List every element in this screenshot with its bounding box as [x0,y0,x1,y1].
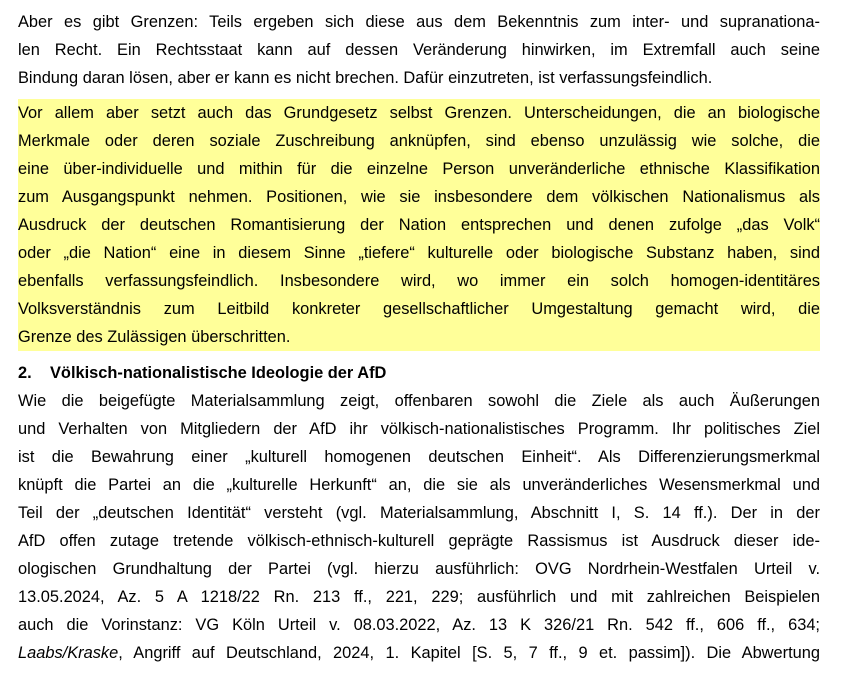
paragraph-1 [18,8,820,92]
section-gap [18,351,820,359]
text-line: Ausdruck der deutschen Romantisierung der Nation entsprechen und denen zufolge „das Volk“ [18,216,820,234]
text-line: Bindung daran lösen, aber er kann es nicht brechen. Dafür einzutreten, ist verfassungsfeindlich. [18,69,713,87]
text-line: ologischen Grundhaltung der Partei (vgl. hierzu ausführlich: OVG Nordrhein-Westfalen Urteil v. [18,560,820,578]
text-line-last [18,639,820,667]
text-line: auch die Vorinstanz: VG Köln Urteil v. 08.03.2022, Az. 13 K 326/21 Rn. 542 ff., 606 ff., 634; [18,616,820,634]
text-line: Wie die beigefügte Materialsammlung zeigt, offenbaren sowohl die Ziele als auch Äußerungen [18,392,820,410]
paragraph-3 [18,387,820,667]
text-line: 13.05.2024, Az. 5 A 1218/22 Rn. 213 ff., 221, 229; ausführlich und mit zahlreichen Beispielen [18,588,820,606]
author-names: Laabs/Kraske [18,644,119,662]
text-line: Merkmale oder deren soziale Zuschreibung anknüpfen, sind ebenso unzulässig wie solche, die [18,132,820,150]
section-heading [18,359,820,387]
text-line: len Recht. Ein Rechtsstaat kann auf dessen Veränderung hinwirken, im Extremfall auch seine [18,41,820,59]
section-title: Völkisch-nationalistische Ideologie der AfD [50,364,387,382]
text-line: Vor allem aber setzt auch das Grundgesetz selbst Grenzen. Unterscheidungen, die an biologische [18,104,820,122]
text-line: und Verhalten von Mitgliedern der AfD ihr völkisch-nationalistisches Programm. Ihr politisches Ziel [18,420,820,438]
text-line: AfD offen zutage tretende völkisch-ethnisch-kulturell geprägte Rassismus ist Ausdruck dieser ide- [18,532,820,550]
section-number: 2. [18,364,32,382]
text-line: ebenfalls verfassungsfeindlich. Insbesondere wird, wo immer ein solch homogen-identitäres [18,272,820,290]
paragraph-gap [18,92,820,99]
text-line: ist die Bewahrung einer „kulturell homogenen deutschen Einheit“. Als Differenzierungsmerkmal [18,448,820,466]
text-line: eine über-individuelle und mithin für die einzelne Person unveränderliche ethnische Klassifikation [18,160,820,178]
text-line: zum Ausgangspunkt nehmen. Positionen, wie sie insbesondere dem völkischen Nationalismus als [18,188,820,206]
text-line: knüpft die Partei an die „kulturelle Herkunft“ an, die sie als unveränderliches Wesensmerkmal und [18,476,820,494]
text-line: oder „die Nation“ eine in diesem Sinne „tiefere“ kulturelle oder biologische Substanz haben, sind [18,244,820,262]
text-line: Grenze des Zulässigen überschritten. [18,328,291,346]
document-page [18,8,820,667]
citation-text: , Angriff auf Deutschland, 2024, 1. Kapitel [S. 5, 7 ff., 9 et. passim]). Die Abwertung [118,644,820,662]
text-line: Teil der „deutschen Identität“ versteht (vgl. Materialsammlung, Abschnitt I, S. 14 ff.). Der in der [18,504,820,522]
highlighted-paragraph-2 [18,99,820,351]
text-line: Volksverständnis zum Leitbild konkreter gesellschaftlicher Umgestaltung gemacht wird, die [18,300,820,318]
text-line: Aber es gibt Grenzen: Teils ergeben sich diese aus dem Bekenntnis zum inter- und supranationa- [18,13,820,31]
